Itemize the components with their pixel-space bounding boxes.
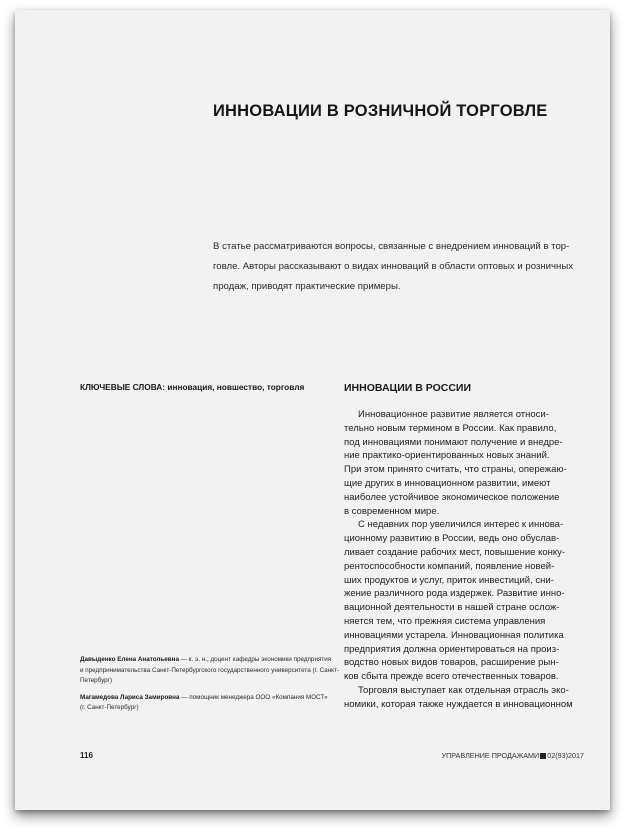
abstract-line: продаж, приводят практические примеры. xyxy=(213,281,401,292)
keywords: КЛЮЧЕВЫЕ СЛОВА: инновация, новшество, торговля xyxy=(80,382,305,392)
article-abstract xyxy=(213,237,591,297)
text-line: ших продуктов и услуг, приток инвестиций, сни- xyxy=(344,574,554,586)
text-line: номики, которая также нуждается в инновационном xyxy=(344,698,573,710)
text-line: в современном мире. xyxy=(344,505,440,517)
author-entry xyxy=(80,693,330,714)
abstract-line: говле. Авторы рассказывают о видах инноваций в области оптовых и розничных xyxy=(213,261,574,272)
text-line: под инновациями понимают получение и внедре- xyxy=(344,436,563,448)
text-line: вационной деятельности в нашей стране ослож- xyxy=(344,602,560,614)
text-line: При этом принято считать, что страны, опережаю- xyxy=(344,464,567,476)
text-line: няется тем, что прежняя система управления xyxy=(344,615,546,627)
author-affiliation: — помощник менеджера ООО «Компания МОСТ» xyxy=(179,693,328,701)
author-line: Петербург) xyxy=(80,677,113,684)
text-line: ков сбыта прежде всего отечественных товаров. xyxy=(344,671,559,683)
text-line: предприятия должна ориентироваться на произ- xyxy=(344,643,560,655)
author-line xyxy=(80,655,330,666)
issue-number: 02(93)2017 xyxy=(547,751,584,760)
text-line: щие других в инновационном развитии, имеют xyxy=(344,477,551,489)
text-line: наиболее устойчивое экономическое положение xyxy=(344,491,560,503)
text-line: С недавних пор увеличился интерес к иннова- xyxy=(358,519,564,531)
text-line: Торговля выступает как отдельная отрасль эко- xyxy=(358,684,569,696)
text-line: рентоспособности компаний, появление новей- xyxy=(344,560,555,572)
abstract-line: В статье рассматриваются вопросы, связанные с внедрением инноваций в тор- xyxy=(213,241,570,252)
author-name: Магамедова Лариса Замировна xyxy=(80,693,180,701)
page-number: 116 xyxy=(80,751,93,760)
text-line: водство новых видов товаров, расширение рын- xyxy=(344,657,559,669)
author-line xyxy=(80,693,330,704)
text-line: инновациями устарела. Инновационная политика xyxy=(344,629,564,641)
square-bullet-icon xyxy=(540,753,546,759)
author-entry xyxy=(80,655,339,687)
text-line: ние практико-ориентированных новых знаний. xyxy=(344,450,550,462)
author-line: и предпринимательства Санкт-Петербургского государственного университета (г. Санкт- xyxy=(80,666,339,674)
text-line: жение различного рода издержек. Развитие инно- xyxy=(344,588,565,600)
text-line: тельно новым термином в России. Как правило, xyxy=(344,422,557,434)
journal-name: УПРАВЛЕНИЕ ПРОДАЖАМИ xyxy=(441,751,540,760)
authors-block xyxy=(80,655,339,720)
text-line: ционному развитию в России, ведь оно обуслав- xyxy=(344,533,560,545)
body-text xyxy=(344,408,604,712)
text-line: ливает создание рабочих мест, повышение конку- xyxy=(344,546,566,558)
article-title: ИННОВАЦИИ В РОЗНИЧНОЙ ТОРГОВЛЕ xyxy=(213,102,548,120)
running-footer xyxy=(442,751,584,760)
text-line: Инновационное развитие является относи- xyxy=(358,409,549,420)
author-line: (г. Санкт-Петербург) xyxy=(80,704,139,711)
section-heading: ИННОВАЦИИ В РОССИИ xyxy=(344,382,471,394)
author-affiliation: — к. э. н., доцент кафедры экономики предприятия xyxy=(178,656,332,663)
journal-page xyxy=(15,10,610,810)
author-name: Давыденко Елена Анатольевна xyxy=(80,656,179,663)
